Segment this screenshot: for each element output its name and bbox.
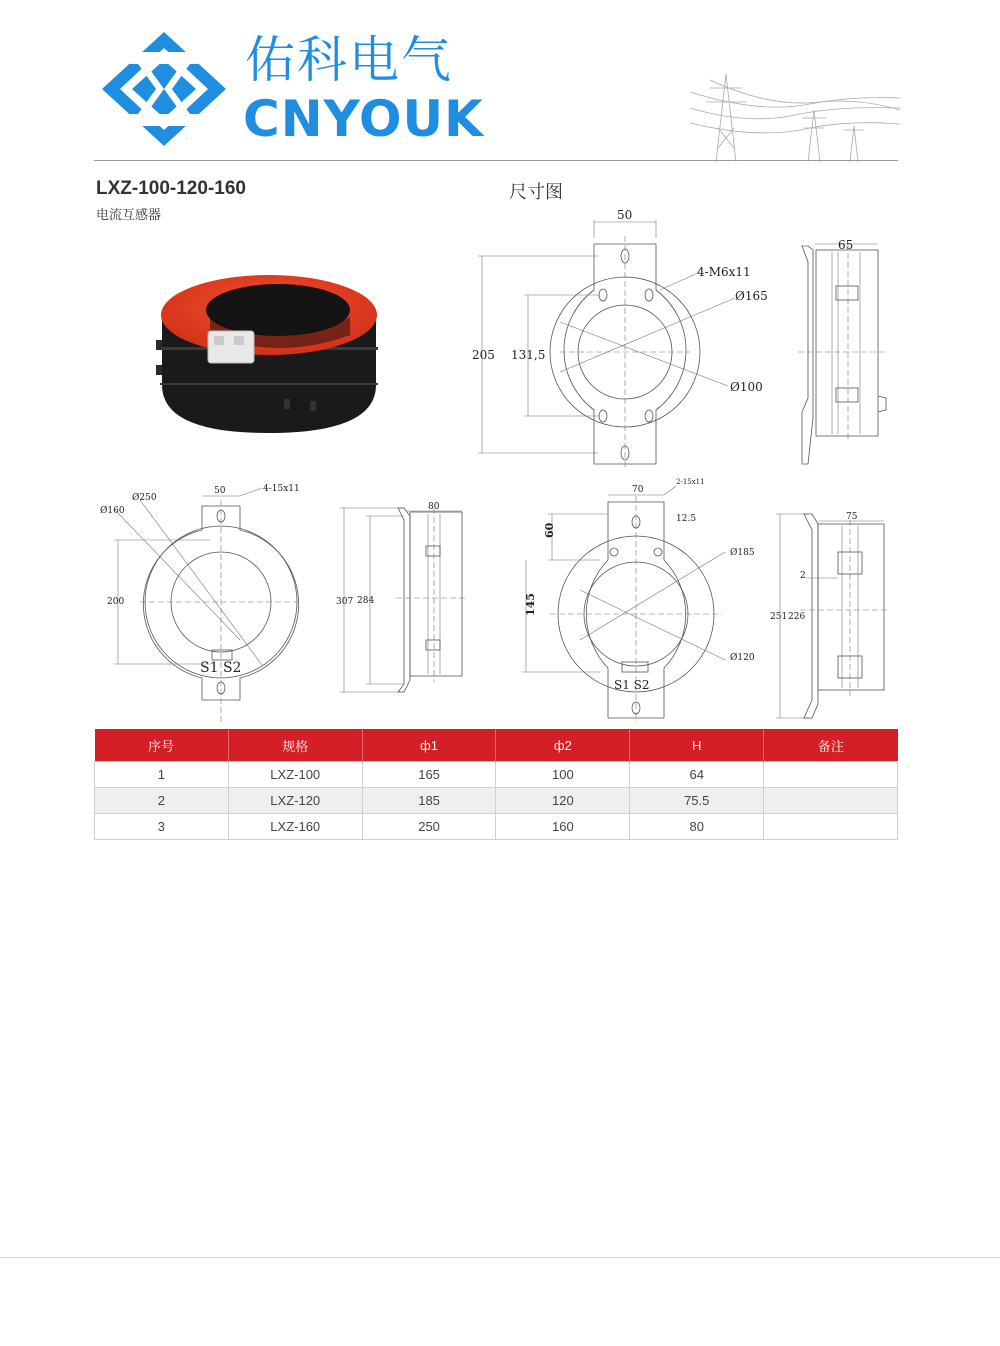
table-cell: 80 [630,814,764,840]
dim-br-side-width: 75 [846,512,858,522]
table-cell [764,814,898,840]
col-header-phi1: ф1 [362,729,496,762]
table-cell: LXZ-100 [228,762,362,788]
power-pylon-icon [690,68,900,164]
dim-br-side-height-inner: 226 [788,612,806,622]
table-cell: 64 [630,762,764,788]
table-cell: 1 [95,762,229,788]
dim-top-holes: 4-M6x11 [697,265,751,279]
dim-bl-terminals: S1 S2 [200,660,242,676]
dim-br-hole-offset: 12.5 [676,514,697,524]
table-cell [764,788,898,814]
header-divider [94,160,898,161]
dim-bl-holes: 4-15x11 [263,484,300,494]
dim-bl-side-height-inner: 284 [357,596,375,606]
dimension-title: 尺寸图 [509,182,563,203]
dim-top-side-thickness: 65 [838,238,854,252]
table-cell: 75.5 [630,788,764,814]
table-cell: LXZ-160 [228,814,362,840]
drawing-bottom-right-side [768,505,893,725]
col-header-remark: 备注 [764,729,898,762]
brand-name-cn: 佑科电气 [245,31,453,89]
drawing-top-side [795,235,895,470]
cnyouk-logo-icon [100,30,228,148]
table-cell: 165 [362,762,496,788]
dim-top-height: 205 [472,348,495,362]
dim-bl-height: 200 [107,597,125,607]
dim-top-inner-dia: Ø100 [730,380,763,394]
transformer-photo [150,265,390,445]
dim-br-terminals: S1 S2 [614,678,650,692]
dim-br-inner-dia: Ø120 [730,653,755,663]
brand-name-en: CNYOUK [243,90,484,148]
col-header-h: H [630,729,764,762]
dim-top-width: 50 [617,208,633,222]
dim-br-side-height-total: 251 [770,612,788,622]
product-type: 电流互感器 [96,208,162,223]
dim-br-bracket-height: 60 [543,522,556,538]
table-cell: 3 [95,814,229,840]
product-model: LXZ-100-120-160 [96,178,246,199]
table-row [95,814,898,840]
table-cell: 250 [362,814,496,840]
col-header-model: 规格 [228,729,362,762]
table-cell: LXZ-120 [228,788,362,814]
footer-divider [0,1257,1000,1258]
drawing-bottom-right-front [512,475,767,725]
table-cell: 120 [496,788,630,814]
dim-br-center-height: 145 [524,593,537,616]
table-cell: 185 [362,788,496,814]
table-cell [764,762,898,788]
table-row [95,788,898,814]
table-row [95,762,898,788]
col-header-phi2: ф2 [496,729,630,762]
dim-top-hole-height: 131,5 [511,348,546,362]
table-cell: 100 [496,762,630,788]
spec-table [94,729,898,840]
dim-bl-top-width: 50 [214,486,226,496]
dim-bl-side-width: 80 [428,502,440,512]
col-header-index: 序号 [95,729,229,762]
table-cell: 2 [95,788,229,814]
dim-top-outer-dia: Ø165 [735,289,768,303]
table-header-row [95,729,898,762]
drawing-top-front [470,200,768,470]
dim-bl-side-height-total: 307 [336,597,354,607]
dim-br-side-gap: 2 [800,571,806,581]
table-cell: 160 [496,814,630,840]
dim-br-holes: 2-15x11 [676,478,705,486]
dim-bl-inner-dia: Ø160 [100,506,125,516]
drawing-bottom-left-front [95,480,315,725]
dim-bl-outer-dia: Ø250 [132,493,157,503]
dim-br-outer-dia: Ø185 [730,548,755,558]
dim-br-top-width: 70 [632,485,644,495]
drawing-bottom-left-side [335,495,470,695]
page-header [0,0,1000,170]
